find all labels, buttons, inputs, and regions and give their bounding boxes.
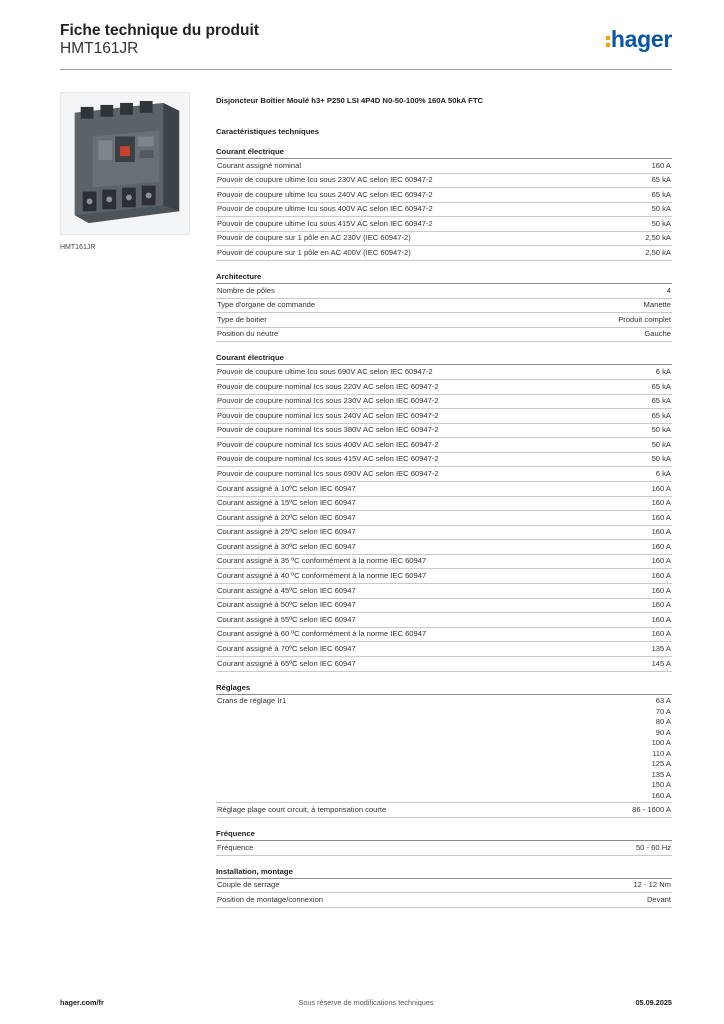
spec-value: 65 kA <box>651 189 671 199</box>
spec-section <box>216 352 672 671</box>
section-title: Courant électrique <box>216 352 672 365</box>
spec-section <box>216 271 672 342</box>
spec-value: 160 A <box>651 571 671 581</box>
page-title: Fiche technique du produit <box>60 22 259 39</box>
spec-value: 6 kA <box>655 366 671 376</box>
spec-row <box>216 159 672 174</box>
section-title: Architecture <box>216 271 672 284</box>
page-header <box>60 22 672 68</box>
spec-value: 2,50 kA <box>645 233 671 243</box>
spec-label: Courant assigné à 20ºC selon IEC 60947 <box>217 512 356 522</box>
spec-value: 2,50 kA <box>645 248 671 258</box>
tech-characteristics-title: Caractéristiques techniques <box>216 127 319 136</box>
spec-row <box>216 569 672 584</box>
spec-row <box>216 284 672 299</box>
spec-label: Pouvoir de coupure nominal Ics sous 220V AC selon IEC 60947-2 <box>217 381 439 391</box>
spec-label: Courant assigné à 40 ºC conformément à la norme IEC 60947 <box>217 571 427 581</box>
spec-section <box>216 828 672 856</box>
spec-row <box>216 584 672 599</box>
spec-label: Pouvoir de coupure ultime Icu sous 240V AC selon IEC 60947-2 <box>217 189 433 199</box>
spec-label: Type de boitier <box>217 314 267 324</box>
spec-row <box>216 438 672 453</box>
spec-value: Manette <box>643 300 671 310</box>
section-title: Fréquence <box>216 828 672 841</box>
spec-value: 6 kA <box>655 469 671 478</box>
spec-row <box>216 555 672 570</box>
spec-row <box>216 313 672 328</box>
spec-value: 160 A <box>651 629 671 639</box>
spec-value: 50 kA <box>651 204 671 214</box>
spec-value: 63 A <box>655 696 671 706</box>
spec-row <box>216 217 672 232</box>
spec-value: 160 A <box>651 527 671 537</box>
spec-value: 135 A <box>651 769 671 779</box>
spec-label: Position de montage/connexion <box>217 894 323 904</box>
spec-row <box>216 511 672 526</box>
spec-row <box>216 174 672 189</box>
spec-value: 160 A <box>651 541 671 551</box>
spec-label: Pouvoir de coupure nominal Ics sous 230V AC selon IEC 60947-2 <box>217 396 439 406</box>
footer-disclaimer: Sous réserve de modifications techniques <box>298 998 434 1007</box>
product-description: Disjoncteur Boîtier Moulé h3+ P250 LSI 4P4D N0-50-100% 160A 50kA FTC <box>216 96 484 105</box>
spec-value: 65 kA <box>651 381 671 391</box>
product-image <box>60 92 190 235</box>
spec-value: Devant <box>646 894 671 904</box>
spec-label: Pouvoir de coupure nominal Ics sous 690V AC selon IEC 60947-2 <box>217 469 439 478</box>
spec-value: 50 kA <box>651 425 671 435</box>
spec-value: 65 kA <box>651 396 671 406</box>
product-image-caption: HMT161JR <box>60 244 96 251</box>
spec-row <box>216 540 672 555</box>
spec-label: Pouvoir de coupure sur 1 pôle en AC 230V (IEC 60947-2) <box>217 233 411 243</box>
spec-label: Pouvoir de coupure ultime Icu sous 415V AC selon IEC 60947-2 <box>217 218 433 228</box>
spec-label: Courant assigné à 50ºC selon IEC 60947 <box>217 600 356 610</box>
spec-label: Pouvoir de coupure nominal Ics sous 415V AC selon IEC 60947-2 <box>217 454 439 464</box>
spec-label: Courant assigné à 45ºC selon IEC 60947 <box>217 585 356 595</box>
spec-row <box>216 497 672 512</box>
spec-row <box>216 203 672 218</box>
spec-value: 50 - 60 Hz <box>635 842 671 852</box>
spec-label: Courant assigné à 10ºC selon IEC 60947 <box>217 483 356 493</box>
spec-row <box>216 526 672 541</box>
spec-label: Couple de serrage <box>217 880 280 890</box>
spec-label: Pouvoir de coupure nominal Ics sous 240V AC selon IEC 60947-2 <box>217 410 439 420</box>
spec-row <box>216 599 672 614</box>
spec-row <box>216 365 672 380</box>
logo-text: hager <box>610 26 672 52</box>
spec-label: Courant assigné à 60 ºC conformément à la norme IEC 60947 <box>217 629 427 639</box>
spec-value: 50 kA <box>651 439 671 449</box>
spec-row <box>216 246 672 261</box>
hager-logo <box>606 26 672 53</box>
spec-value: 145 A <box>651 658 671 668</box>
spec-value: 160 A <box>651 160 671 170</box>
header-divider <box>60 69 672 70</box>
spec-label: Type d'organe de commande <box>217 300 316 310</box>
spec-label: Courant assigné à 55ºC selon IEC 60947 <box>217 614 356 624</box>
circuit-breaker-icon <box>61 93 189 234</box>
spec-label: Courant assigné à 30ºC selon IEC 60947 <box>217 541 356 551</box>
spec-row <box>216 695 672 804</box>
spec-row <box>216 628 672 643</box>
product-reference: HMT161JR <box>60 40 139 57</box>
spec-sections <box>216 146 672 908</box>
spec-value: 150 A <box>651 780 671 790</box>
spec-label: Courant assigné à 25ºC selon IEC 60947 <box>217 527 356 537</box>
spec-value: 160 A <box>651 790 671 800</box>
spec-value: 70 A <box>655 706 671 716</box>
spec-value-list <box>652 696 671 801</box>
spec-row <box>216 409 672 424</box>
spec-value: 160 A <box>651 556 671 566</box>
spec-value: 135 A <box>651 643 671 653</box>
spec-row <box>216 188 672 203</box>
spec-label: Courant assigné à 70ºC selon IEC 60947 <box>217 643 356 653</box>
spec-value: Produit complet <box>618 314 671 324</box>
spec-label: Courant assigné à 65ºC selon IEC 60947 <box>217 658 356 668</box>
spec-value: 90 A <box>655 727 671 737</box>
spec-row <box>216 380 672 395</box>
spec-row <box>216 424 672 439</box>
spec-row <box>216 482 672 497</box>
spec-row <box>216 642 672 657</box>
footer-date: 05.09.2025 <box>635 998 672 1007</box>
spec-label: Pouvoir de coupure ultime Icu sous 400V AC selon IEC 60947-2 <box>217 204 433 214</box>
spec-value: 100 A <box>651 738 671 748</box>
logo-dots-icon <box>606 36 610 47</box>
spec-label: Pouvoir de coupure nominal Ics sous 400V AC selon IEC 60947-2 <box>217 439 439 449</box>
spec-value: 160 A <box>651 614 671 624</box>
spec-value: 50 kA <box>651 454 671 464</box>
spec-value: 110 A <box>652 748 671 758</box>
spec-value: 65 kA <box>651 410 671 420</box>
spec-value: 86 - 1600 A <box>632 805 671 815</box>
spec-value: Gauche <box>644 329 671 339</box>
spec-value: 125 A <box>651 759 671 769</box>
spec-value: 160 A <box>651 600 671 610</box>
spec-row <box>216 893 672 908</box>
spec-row <box>216 841 672 856</box>
spec-value: 160 A <box>651 483 671 493</box>
section-title: Réglages <box>216 682 672 695</box>
spec-label: Courant assigné à 35 ºC conformément à la norme IEC 60947 <box>217 556 427 566</box>
spec-section <box>216 866 672 908</box>
spec-row <box>216 395 672 410</box>
spec-label: Nombre de pôles <box>217 285 275 295</box>
spec-label: Pouvoir de coupure sur 1 pôle en AC 400V (IEC 60947-2) <box>217 248 411 258</box>
spec-value: 160 A <box>651 512 671 522</box>
spec-value: 80 A <box>655 717 671 727</box>
spec-label: Pouvoir de coupure nominal Ics sous 380V AC selon IEC 60947-2 <box>217 425 439 435</box>
spec-label: Crans de réglage Ir1 <box>217 696 287 706</box>
spec-row <box>216 467 672 482</box>
spec-section <box>216 146 672 261</box>
spec-label: Pouvoir de coupure ultime Icu sous 230V AC selon IEC 60947-2 <box>217 175 433 185</box>
spec-row <box>216 879 672 894</box>
spec-row <box>216 453 672 468</box>
spec-row <box>216 803 672 818</box>
spec-value: 50 kA <box>651 218 671 228</box>
spec-value: 12 - 12 Nm <box>633 880 671 890</box>
spec-label: Pouvoir de coupure ultime Icu sous 690V AC selon IEC 60947-2 <box>217 366 433 376</box>
spec-content <box>216 95 672 908</box>
spec-label: Fréquence <box>217 842 254 852</box>
spec-section <box>216 682 672 819</box>
spec-value: 160 A <box>651 585 671 595</box>
spec-label: Courant assigné nominal <box>217 160 302 170</box>
spec-value: 65 kA <box>651 175 671 185</box>
spec-row <box>216 299 672 314</box>
footer-website-link[interactable]: hager.com/fr <box>60 998 104 1007</box>
spec-value: 4 <box>666 285 671 295</box>
section-title: Courant électrique <box>216 146 672 159</box>
spec-row <box>216 613 672 628</box>
spec-label: Courant assigné à 15ºC selon IEC 60947 <box>217 498 356 508</box>
spec-row <box>216 232 672 247</box>
spec-row <box>216 657 672 672</box>
spec-label: Réglage plage court circuit, à temporisation courte <box>217 805 387 815</box>
spec-label: Position du neutre <box>217 329 279 339</box>
section-title: Installation, montage <box>216 866 672 879</box>
spec-row <box>216 328 672 343</box>
page-footer <box>60 998 672 1010</box>
spec-value: 160 A <box>651 498 671 508</box>
